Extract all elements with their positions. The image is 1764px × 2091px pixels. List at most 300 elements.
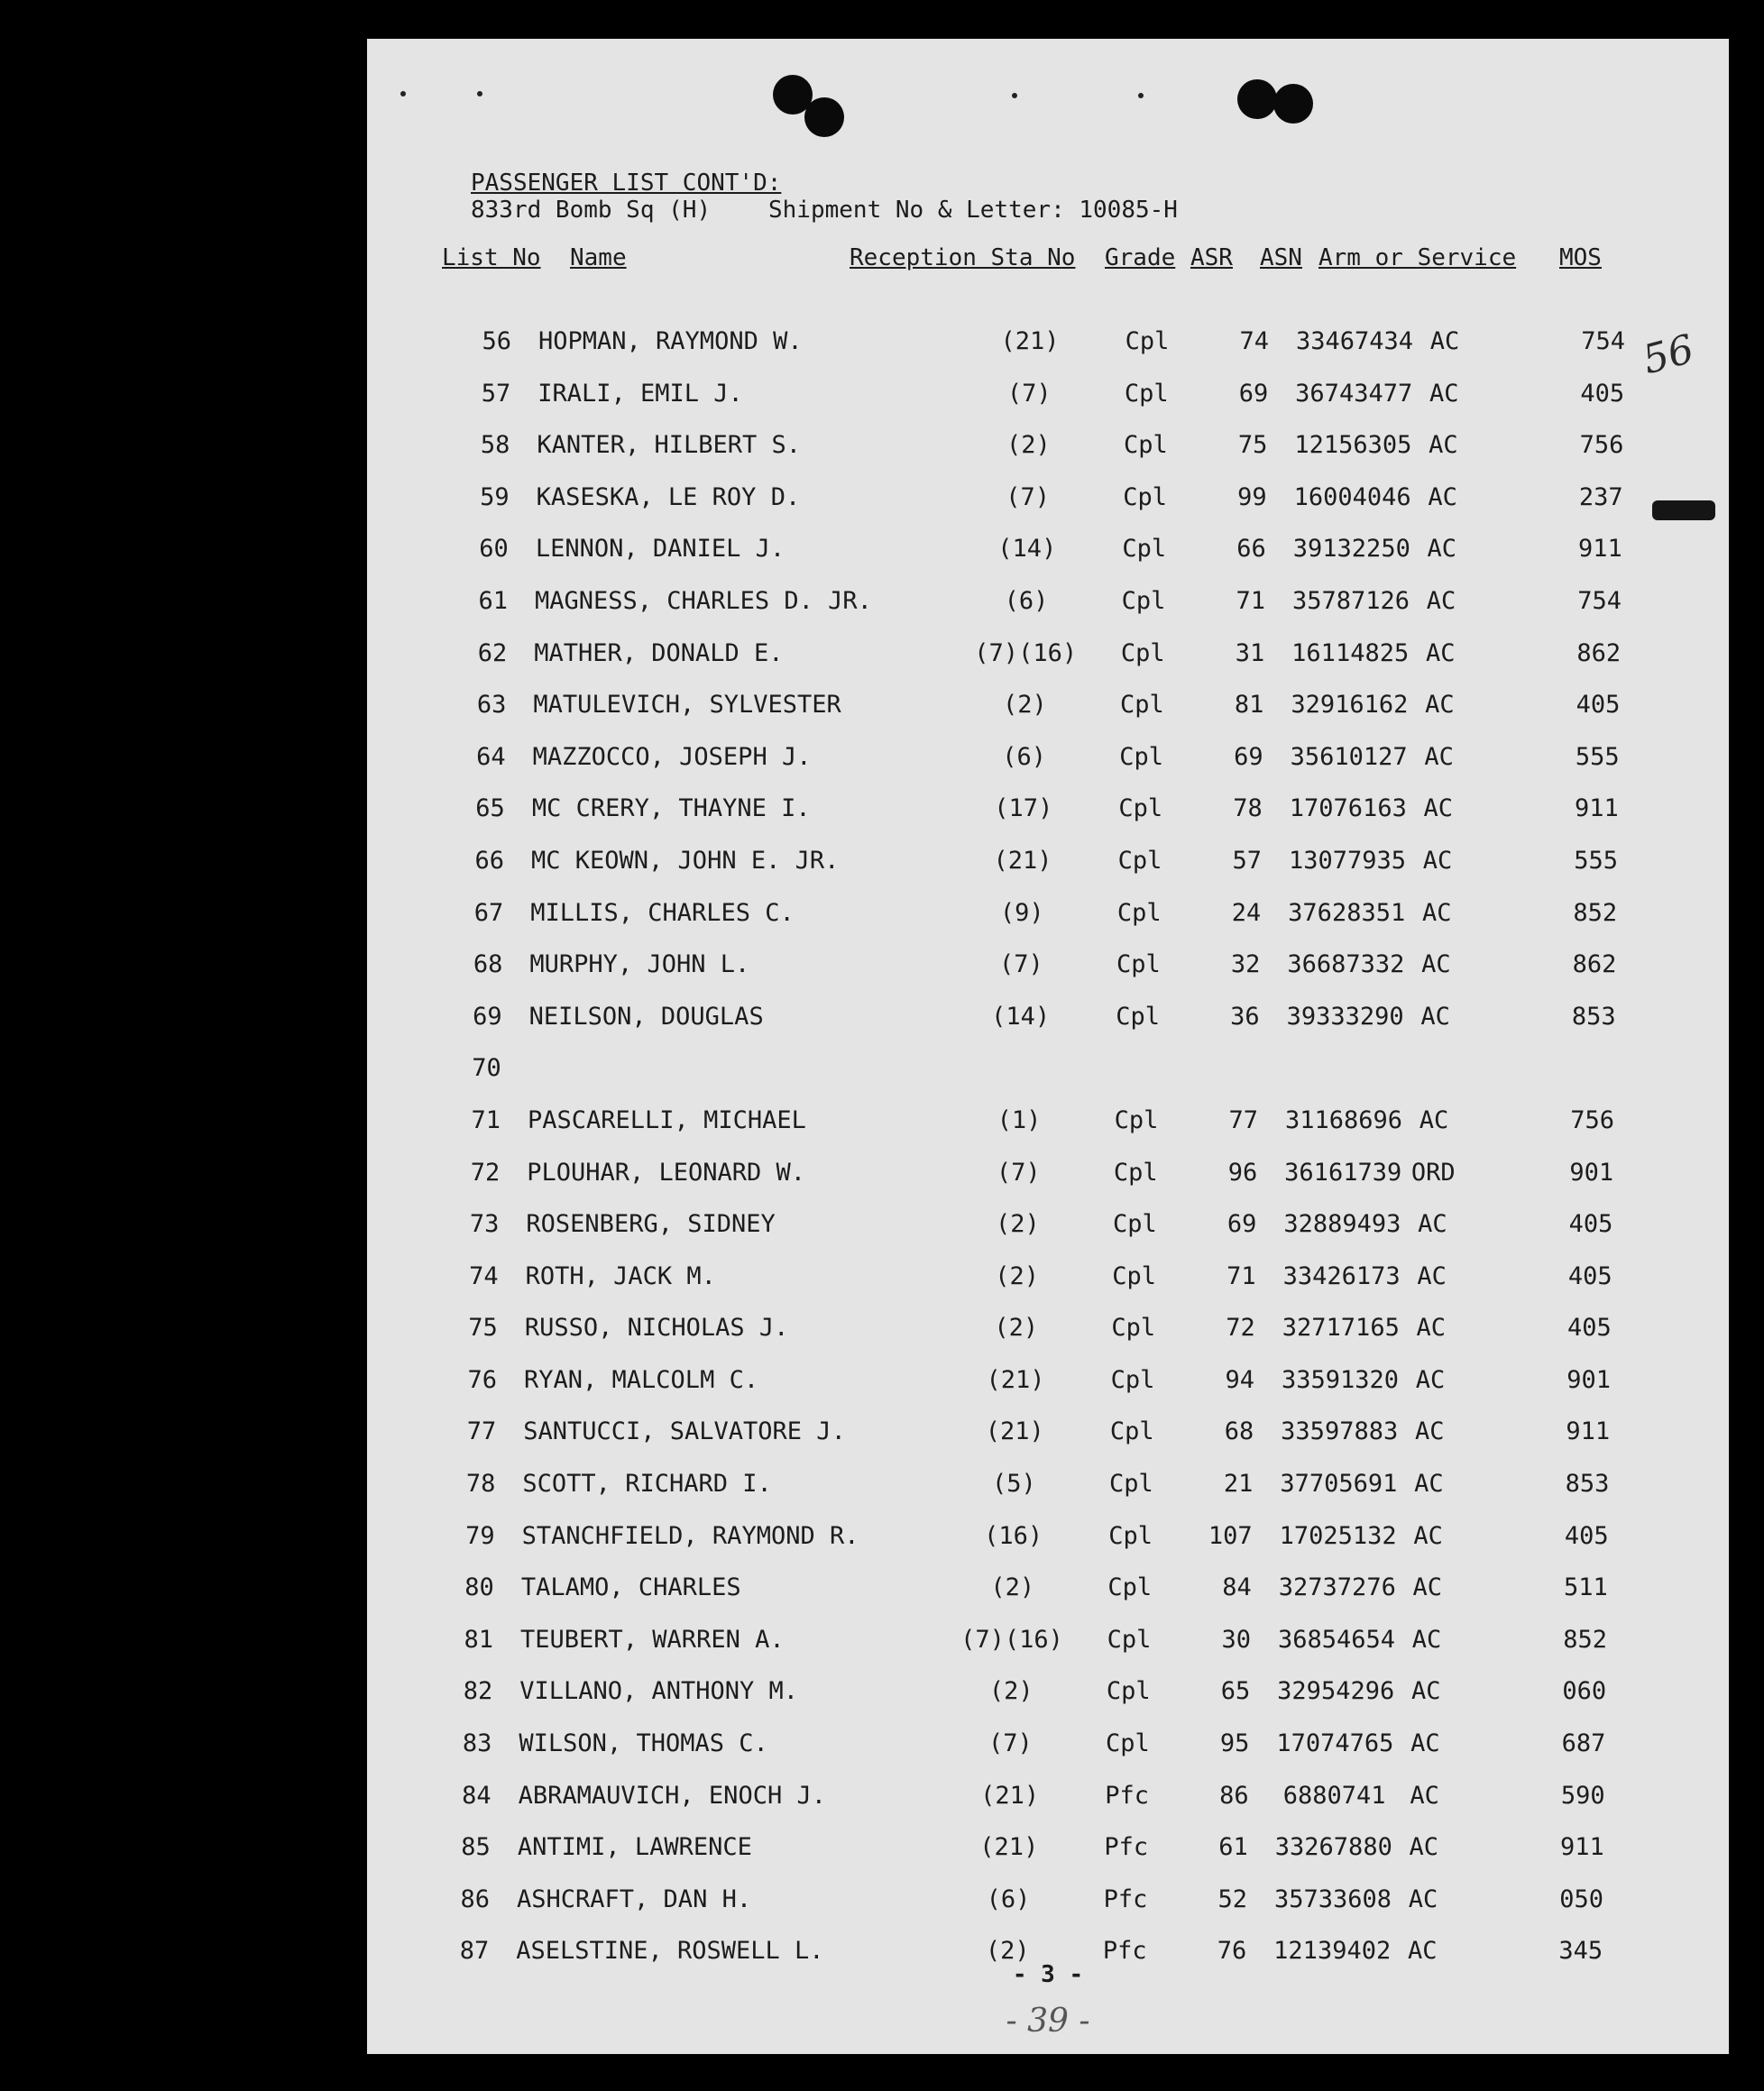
table-row xyxy=(367,1833,1729,1885)
cell-asn: 31168696 xyxy=(1284,1105,1403,1134)
cell-grade: Cpl xyxy=(1123,482,1167,511)
cell-arm: AC xyxy=(1427,535,1457,564)
cell-mos: 901 xyxy=(1566,1365,1611,1394)
cell-asr: 86 xyxy=(1219,1781,1249,1810)
cell-grade: Cpl xyxy=(1120,638,1165,667)
cell-name: MAZZOCCO, JOSEPH J. xyxy=(532,742,812,771)
cell-mos: 405 xyxy=(1580,379,1625,408)
cell-rec: (9) xyxy=(999,898,1044,927)
cell-mos: 511 xyxy=(1564,1573,1608,1602)
cell-asn: 16114825 xyxy=(1291,638,1410,667)
cell-grade: Cpl xyxy=(1107,1625,1152,1654)
cell-arm: AC xyxy=(1429,327,1460,355)
cell-arm: AC xyxy=(1426,586,1456,615)
cell-asn: 32717165 xyxy=(1282,1314,1400,1343)
cell-asr: 81 xyxy=(1234,691,1264,720)
speck xyxy=(1138,93,1144,98)
cell-asr: 30 xyxy=(1221,1625,1251,1654)
cell-grade: Cpl xyxy=(1121,586,1166,615)
cell-grade: Cpl xyxy=(1110,1365,1155,1394)
cell-rec: (2) xyxy=(1006,431,1051,460)
cell-mos: 853 xyxy=(1565,1470,1610,1499)
document-page xyxy=(367,39,1729,2054)
cell-arm: AC xyxy=(1410,1781,1439,1810)
punch-hole xyxy=(804,97,844,137)
shipment-label: Shipment No & Letter: 10085-H xyxy=(768,197,1178,224)
cell-asn: 6880741 xyxy=(1282,1781,1386,1810)
cell-no: 72 xyxy=(470,1158,501,1187)
cell-grade: Cpl xyxy=(1117,846,1162,875)
cell-rec: (14) xyxy=(991,1002,1051,1031)
cell-no: 57 xyxy=(481,379,511,408)
cell-mos: 345 xyxy=(1558,1937,1603,1966)
table-row xyxy=(367,794,1729,847)
cell-arm: AC xyxy=(1423,794,1454,823)
cell-rec: (21) xyxy=(993,846,1052,875)
cell-name: MURPHY, JOHN L. xyxy=(529,950,750,979)
cell-no: 74 xyxy=(469,1261,499,1290)
margin-note: 56 xyxy=(1638,326,1699,384)
cell-arm: AC xyxy=(1419,1105,1449,1134)
cell-no: 79 xyxy=(465,1521,495,1550)
cell-no: 65 xyxy=(475,794,505,823)
cell-arm: AC xyxy=(1409,1833,1439,1862)
cell-mos: 405 xyxy=(1564,1521,1609,1550)
cell-grade: Cpl xyxy=(1124,379,1169,408)
cell-rec: (2) xyxy=(990,1573,1035,1602)
cell-rec: (2) xyxy=(985,1937,1030,1966)
cell-name: MC KEOWN, JOHN E. JR. xyxy=(531,846,840,875)
table-row xyxy=(367,1626,1729,1678)
cell-asn: 39333290 xyxy=(1286,1002,1404,1031)
cell-name: WILSON, THOMAS C. xyxy=(519,1729,768,1758)
cell-no: 67 xyxy=(473,898,504,927)
cell-grade: Cpl xyxy=(1111,1314,1156,1343)
cell-asr: 76 xyxy=(1217,1937,1247,1966)
cell-asn: 37705691 xyxy=(1280,1470,1398,1499)
cell-name: LENNON, DANIEL J. xyxy=(535,535,786,564)
cell-asr: 72 xyxy=(1226,1314,1255,1343)
cell-arm: AC xyxy=(1408,1885,1438,1913)
cell-arm: AC xyxy=(1421,898,1452,927)
cell-arm: AC xyxy=(1412,1573,1443,1602)
table-row xyxy=(367,847,1729,899)
table-row xyxy=(367,1366,1729,1418)
cell-asr: 95 xyxy=(1219,1729,1250,1758)
punch-hole xyxy=(1237,79,1277,119)
cell-name: MAGNESS, CHARLES D. JR. xyxy=(535,586,872,615)
table-row xyxy=(367,431,1729,483)
cell-mos: 050 xyxy=(1559,1885,1603,1913)
cell-asn: 36161739 xyxy=(1284,1158,1402,1187)
table-row xyxy=(367,1573,1729,1626)
cell-grade: Cpl xyxy=(1122,535,1167,564)
cell-rec: (7)(16) xyxy=(974,638,1078,667)
cell-asr: 84 xyxy=(1222,1573,1252,1602)
cell-grade: Cpl xyxy=(1120,691,1164,720)
cell-name: ROSENBERG, SIDNEY xyxy=(526,1210,776,1239)
cell-asn: 32889493 xyxy=(1283,1210,1401,1239)
cell-asr: 52 xyxy=(1217,1885,1247,1913)
cell-grade: Cpl xyxy=(1125,327,1170,355)
cell-name: ABRAMAUVICH, ENOCH J. xyxy=(518,1781,826,1810)
cell-no: 86 xyxy=(460,1885,490,1913)
cell-arm: AC xyxy=(1424,742,1454,771)
cell-asr: 36 xyxy=(1230,1002,1260,1031)
col-reception: Reception Sta No xyxy=(850,244,1076,271)
cell-arm: AC xyxy=(1422,846,1453,875)
cell-no: 73 xyxy=(469,1210,500,1239)
cell-rec: (21) xyxy=(985,1417,1044,1446)
cell-asr: 74 xyxy=(1239,327,1269,355)
cell-no: 56 xyxy=(482,327,511,355)
cell-grade: Cpl xyxy=(1116,898,1162,927)
cell-grade: Pfc xyxy=(1103,1885,1148,1913)
table-row xyxy=(367,1885,1729,1938)
document-title: PASSENGER LIST CONT'D: xyxy=(471,170,782,197)
cell-name: MATULEVICH, SYLVESTER xyxy=(533,691,841,720)
cell-rec: (21) xyxy=(979,1833,1039,1862)
cell-arm: AC xyxy=(1410,1677,1441,1706)
table-row xyxy=(367,1417,1729,1470)
cell-grade: Cpl xyxy=(1116,950,1161,979)
cell-grade: Cpl xyxy=(1116,1002,1160,1031)
cell-no: 68 xyxy=(473,950,503,979)
cell-name: PASCARELLI, MICHAEL xyxy=(528,1105,806,1134)
cell-name: STANCHFIELD, RAYMOND R. xyxy=(521,1521,859,1550)
cell-mos: 911 xyxy=(1560,1833,1604,1862)
cell-no: 76 xyxy=(467,1365,497,1394)
cell-no: 63 xyxy=(476,691,507,720)
cell-name: TEUBERT, WARREN A. xyxy=(520,1625,785,1654)
cell-rec: (21) xyxy=(986,1365,1045,1394)
cell-asn: 39132250 xyxy=(1292,535,1410,564)
table-row xyxy=(367,691,1729,743)
cell-rec: (2) xyxy=(988,1677,1034,1706)
cell-arm: AC xyxy=(1429,379,1459,408)
cell-mos: 901 xyxy=(1569,1158,1614,1187)
speck xyxy=(1012,93,1017,98)
cell-mos: 852 xyxy=(1573,898,1618,927)
passenger-table xyxy=(367,327,1729,1989)
cell-rec: (2) xyxy=(1003,691,1047,720)
cell-asn: 13077935 xyxy=(1288,846,1407,875)
cell-rec: (7) xyxy=(999,950,1043,979)
cell-rec: (6) xyxy=(1002,742,1046,771)
col-arm: Arm or Service xyxy=(1318,244,1517,271)
cell-asn: 35733608 xyxy=(1273,1885,1392,1913)
cell-grade: Pfc xyxy=(1104,1833,1149,1862)
cell-grade: Cpl xyxy=(1113,1210,1157,1239)
cell-arm: AC xyxy=(1425,638,1456,667)
cell-mos: 862 xyxy=(1572,950,1617,979)
cell-no: 64 xyxy=(476,742,506,771)
handwritten-page-number: - 39 - xyxy=(1006,2003,1090,2040)
cell-mos: 405 xyxy=(1567,1314,1612,1343)
cell-mos: 911 xyxy=(1575,794,1619,823)
cell-no: 69 xyxy=(473,1002,502,1031)
cell-name: TALAMO, CHARLES xyxy=(520,1573,741,1602)
cell-name: ASELSTINE, ROSWELL L. xyxy=(516,1937,824,1966)
cell-arm: AC xyxy=(1421,950,1451,979)
cell-name: SCOTT, RICHARD I. xyxy=(522,1470,772,1499)
cell-mos: 754 xyxy=(1581,327,1625,355)
cell-asn: 16004046 xyxy=(1293,482,1411,511)
cell-no: 71 xyxy=(471,1105,501,1134)
cell-asn: 32954296 xyxy=(1277,1677,1395,1706)
table-row xyxy=(367,535,1729,587)
cell-rec: (5) xyxy=(992,1470,1036,1499)
cell-mos: 555 xyxy=(1575,742,1620,771)
cell-asr: 71 xyxy=(1236,586,1265,615)
speck xyxy=(477,91,482,96)
cell-rec: (21) xyxy=(1000,327,1060,355)
ink-smudge xyxy=(1652,500,1715,520)
cell-asr: 24 xyxy=(1231,898,1262,927)
table-row xyxy=(367,1106,1729,1159)
cell-asr: 78 xyxy=(1233,794,1263,823)
cell-mos: 405 xyxy=(1568,1210,1613,1239)
cell-asn: 33426173 xyxy=(1282,1261,1401,1290)
cell-name: MC CRERY, THAYNE I. xyxy=(531,794,811,823)
cell-grade: Cpl xyxy=(1107,1573,1153,1602)
table-row xyxy=(367,1729,1729,1782)
cell-arm: AC xyxy=(1413,1521,1443,1550)
table-row xyxy=(367,1210,1729,1262)
cell-arm: AC xyxy=(1417,1261,1447,1290)
cell-asn: 32737276 xyxy=(1278,1573,1396,1602)
table-row xyxy=(367,1782,1729,1834)
col-name: Name xyxy=(570,244,627,271)
cell-rec: (7)(16) xyxy=(960,1625,1063,1654)
cell-mos: 060 xyxy=(1562,1677,1607,1706)
cell-asn: 36743477 xyxy=(1295,379,1413,408)
punch-hole xyxy=(1273,84,1313,124)
cell-name: ANTIMI, LAWRENCE xyxy=(517,1833,752,1862)
cell-asr: 77 xyxy=(1228,1105,1258,1134)
cell-no: 80 xyxy=(464,1573,494,1602)
cell-grade: Cpl xyxy=(1109,1417,1154,1446)
cell-asr: 66 xyxy=(1236,535,1266,564)
table-row xyxy=(367,1054,1729,1106)
cell-no: 66 xyxy=(474,846,504,875)
cell-arm: AC xyxy=(1410,1729,1440,1758)
table-row xyxy=(367,483,1729,536)
cell-mos: 911 xyxy=(1578,535,1622,564)
cell-asr: 57 xyxy=(1232,846,1262,875)
table-row xyxy=(367,587,1729,639)
table-row xyxy=(367,639,1729,692)
cell-asr: 99 xyxy=(1237,482,1267,511)
cell-asr: 75 xyxy=(1237,431,1268,460)
cell-arm: AC xyxy=(1415,1365,1446,1394)
cell-grade: Cpl xyxy=(1109,1470,1153,1499)
cell-arm: AC xyxy=(1407,1937,1438,1966)
cell-grade: Cpl xyxy=(1124,431,1168,460)
cell-name: HOPMAN, RAYMOND W. xyxy=(538,327,803,355)
cell-mos: 852 xyxy=(1563,1625,1607,1654)
cell-mos: 687 xyxy=(1561,1729,1606,1758)
col-list-no: List No xyxy=(442,244,541,271)
cell-mos: 555 xyxy=(1574,846,1618,875)
cell-arm: AC xyxy=(1414,1470,1444,1499)
cell-mos: 756 xyxy=(1570,1105,1614,1134)
cell-asr: 68 xyxy=(1224,1417,1254,1446)
cell-arm: AC xyxy=(1414,1417,1445,1446)
cell-name: KANTER, HILBERT S. xyxy=(537,431,802,460)
table-row xyxy=(367,1159,1729,1211)
cell-arm: AC xyxy=(1420,1002,1450,1031)
cell-mos: 237 xyxy=(1578,482,1623,511)
cell-asn: 36687332 xyxy=(1287,950,1405,979)
cell-arm: AC xyxy=(1425,691,1455,720)
col-asn: ASN xyxy=(1260,244,1302,271)
cell-asn: 33597883 xyxy=(1281,1417,1399,1446)
cell-no: 70 xyxy=(472,1054,501,1083)
cell-asn: 35787126 xyxy=(1291,586,1410,615)
cell-asn: 37628351 xyxy=(1288,898,1406,927)
cell-rec: (6) xyxy=(986,1885,1031,1913)
cell-rec: (2) xyxy=(994,1314,1039,1343)
table-row xyxy=(367,743,1729,795)
table-row xyxy=(367,380,1729,432)
table-row xyxy=(367,1522,1729,1574)
cell-rec: (1) xyxy=(997,1105,1042,1134)
cell-rec: (2) xyxy=(995,1261,1039,1290)
cell-asr: 61 xyxy=(1218,1833,1248,1862)
cell-no: 87 xyxy=(459,1937,490,1966)
cell-asr: 32 xyxy=(1230,950,1261,979)
cell-name: IRALI, EMIL J. xyxy=(537,379,743,408)
cell-rec: (17) xyxy=(994,794,1053,823)
cell-name: MILLIS, CHARLES C. xyxy=(530,898,795,927)
table-row xyxy=(367,899,1729,951)
cell-no: 85 xyxy=(461,1833,491,1862)
cell-arm: AC xyxy=(1411,1625,1442,1654)
cell-grade: Cpl xyxy=(1112,1261,1156,1290)
cell-asn: 33467434 xyxy=(1295,327,1414,355)
cell-arm: AC xyxy=(1418,1210,1447,1239)
cell-asr: 96 xyxy=(1227,1158,1258,1187)
cell-grade: Cpl xyxy=(1108,1521,1153,1550)
page-number: - 3 - xyxy=(1012,1961,1084,1988)
table-row xyxy=(367,1262,1729,1315)
cell-rec: (2) xyxy=(996,1210,1040,1239)
table-row xyxy=(367,1470,1729,1522)
cell-no: 58 xyxy=(480,431,510,460)
cell-name: MATHER, DONALD E. xyxy=(534,638,784,667)
cell-grade: Cpl xyxy=(1119,742,1163,771)
cell-name: PLOUHAR, LEONARD W. xyxy=(527,1158,806,1187)
cell-mos: 405 xyxy=(1576,691,1621,720)
cell-asn: 17025132 xyxy=(1279,1521,1397,1550)
cell-mos: 590 xyxy=(1560,1781,1605,1810)
col-mos: MOS xyxy=(1559,244,1602,271)
cell-asn: 33591320 xyxy=(1281,1365,1400,1394)
table-row xyxy=(367,1003,1729,1055)
cell-asn: 32916162 xyxy=(1291,691,1409,720)
table-row xyxy=(367,1677,1729,1729)
cell-asr: 21 xyxy=(1223,1470,1254,1499)
cell-name: RYAN, MALCOLM C. xyxy=(524,1365,759,1394)
cell-name: ASHCRAFT, DAN H. xyxy=(517,1885,752,1913)
cell-grade: Pfc xyxy=(1102,1937,1147,1966)
cell-grade: Pfc xyxy=(1105,1781,1149,1810)
cell-grade: Cpl xyxy=(1106,1677,1151,1706)
cell-mos: 911 xyxy=(1566,1417,1611,1446)
cell-mos: 754 xyxy=(1577,586,1622,615)
cell-mos: 405 xyxy=(1567,1261,1612,1290)
cell-asr: 71 xyxy=(1227,1261,1256,1290)
cell-name: SANTUCCI, SALVATORE J. xyxy=(523,1417,846,1446)
cell-asr: 69 xyxy=(1238,379,1269,408)
cell-asn: 12139402 xyxy=(1273,1937,1392,1966)
cell-name: KASESKA, LE ROY D. xyxy=(536,482,801,511)
cell-no: 83 xyxy=(462,1729,492,1758)
cell-asn: 33267880 xyxy=(1274,1833,1392,1862)
col-asr: ASR xyxy=(1190,244,1233,271)
table-row xyxy=(367,1314,1729,1366)
cell-rec: (14) xyxy=(997,535,1057,564)
cell-rec: (6) xyxy=(1004,586,1049,615)
cell-asn: 17074765 xyxy=(1276,1729,1394,1758)
cell-grade: Cpl xyxy=(1106,1729,1150,1758)
cell-grade: Cpl xyxy=(1113,1158,1158,1187)
cell-asn: 12156305 xyxy=(1294,431,1412,460)
cell-no: 77 xyxy=(466,1417,497,1446)
cell-asr: 65 xyxy=(1220,1677,1251,1706)
cell-asr: 69 xyxy=(1227,1210,1257,1239)
cell-asn: 36854654 xyxy=(1277,1625,1396,1654)
cell-rec: (7) xyxy=(1006,379,1052,408)
table-row xyxy=(367,950,1729,1003)
col-grade: Grade xyxy=(1105,244,1176,271)
cell-no: 81 xyxy=(464,1625,493,1654)
cell-no: 84 xyxy=(462,1781,492,1810)
unit-label: 833rd Bomb Sq (H) xyxy=(471,197,712,224)
cell-arm: AC xyxy=(1428,482,1457,511)
cell-no: 78 xyxy=(465,1470,496,1499)
cell-name: NEILSON, DOUGLAS xyxy=(528,1002,764,1031)
cell-rec: (21) xyxy=(980,1781,1040,1810)
cell-no: 75 xyxy=(468,1314,498,1343)
cell-asr: 107 xyxy=(1208,1521,1253,1550)
cell-rec: (16) xyxy=(984,1521,1043,1550)
cell-arm: ORD xyxy=(1410,1158,1456,1187)
cell-name: VILLANO, ANTHONY M. xyxy=(519,1677,799,1706)
cell-arm: AC xyxy=(1429,431,1458,460)
cell-asn: 17076163 xyxy=(1289,794,1407,823)
table-row xyxy=(367,327,1729,380)
cell-no: 60 xyxy=(479,535,509,564)
cell-rec: (7) xyxy=(988,1729,1033,1758)
cell-no: 59 xyxy=(480,482,510,511)
cell-mos: 756 xyxy=(1579,431,1624,460)
cell-asr: 94 xyxy=(1225,1365,1254,1394)
cell-no: 82 xyxy=(463,1677,493,1706)
cell-mos: 862 xyxy=(1576,638,1622,667)
cell-name: RUSSO, NICHOLAS J. xyxy=(524,1314,789,1343)
cell-asr: 31 xyxy=(1235,638,1265,667)
cell-rec: (7) xyxy=(996,1158,1041,1187)
cell-no: 61 xyxy=(478,586,508,615)
cell-asn: 35610127 xyxy=(1290,742,1408,771)
cell-no: 62 xyxy=(477,638,508,667)
cell-mos: 853 xyxy=(1571,1002,1616,1031)
cell-name: ROTH, JACK M. xyxy=(525,1261,716,1290)
cell-rec: (7) xyxy=(1006,482,1050,511)
cell-grade: Cpl xyxy=(1114,1105,1159,1134)
